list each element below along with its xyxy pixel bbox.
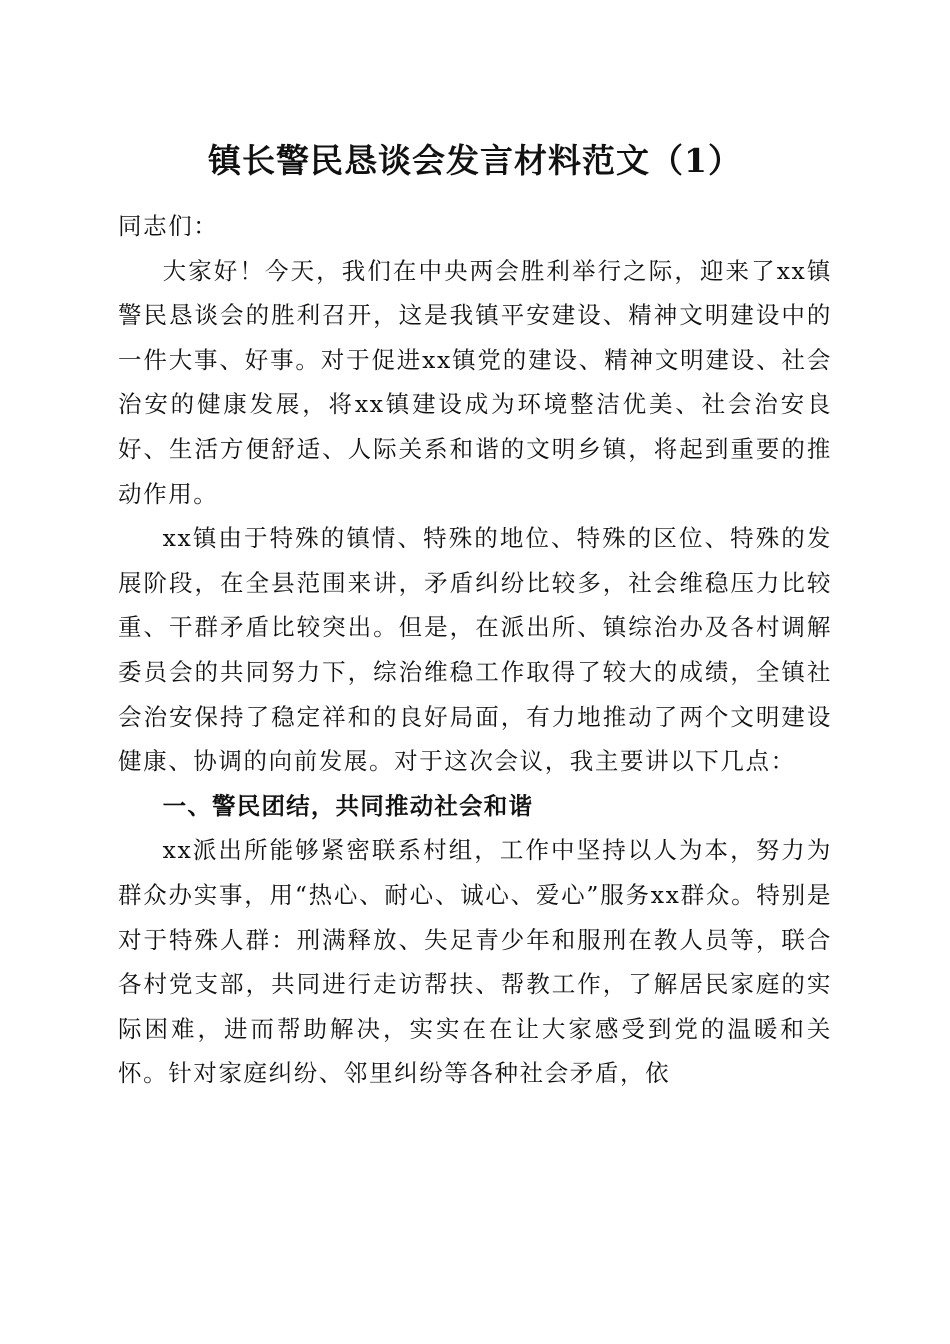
document-body	[118, 204, 832, 1096]
section-paragraph: xx派出所能够紧密联系村组，工作中坚持以人为本，努力为群众办实事，用“热心、耐心、诚心、爱心”服务xx群众。特别是对于特殊人群：刑满释放、失足青少年和服刑在教人员等，联合各村党支部，共同进行走访帮扶、帮教工作，了解居民家庭的实际困难，进而帮助解决，实实在在让大家感受到党的温暖和关怀。针对家庭纠纷、邻里纠纷等各种社会矛盾，依	[118, 836, 832, 1088]
paragraph-situation: xx镇由于特殊的镇情、特殊的地位、特殊的区位、特殊的发展阶段，在全县范围来讲，矛盾纠纷比较多，社会维稳压力比较重、干群矛盾比较突出。但是，在派出所、镇综治办及各村调解委员会的共同努力下，综治维稳工作取得了较大的成绩，全镇社会治安保持了稳定祥和的良好局面，有力地推动了两个文明建设健康、协调的向前发展。对于这次会议，我主要讲以下几点：	[118, 524, 832, 776]
document-title: 镇长警民恳谈会发言材料范文（1）	[208, 141, 742, 180]
paragraph-opening: 大家好！今天，我们在中央两会胜利举行之际，迎来了xx镇警民恳谈会的胜利召开，这是我镇平安建设、精神文明建设中的一件大事、好事。对于促进xx镇党的建设、精神文明建设、社会治安的健康发展，将xx镇建设成为环境整洁优美、社会治安良好、生活方便舒适、人际关系和谐的文明乡镇，将起到重要的推动作用。	[118, 256, 832, 508]
section-heading: 一、警民团结，共同推动社会和谐	[162, 791, 534, 820]
salutation: 同志们：	[118, 212, 219, 240]
